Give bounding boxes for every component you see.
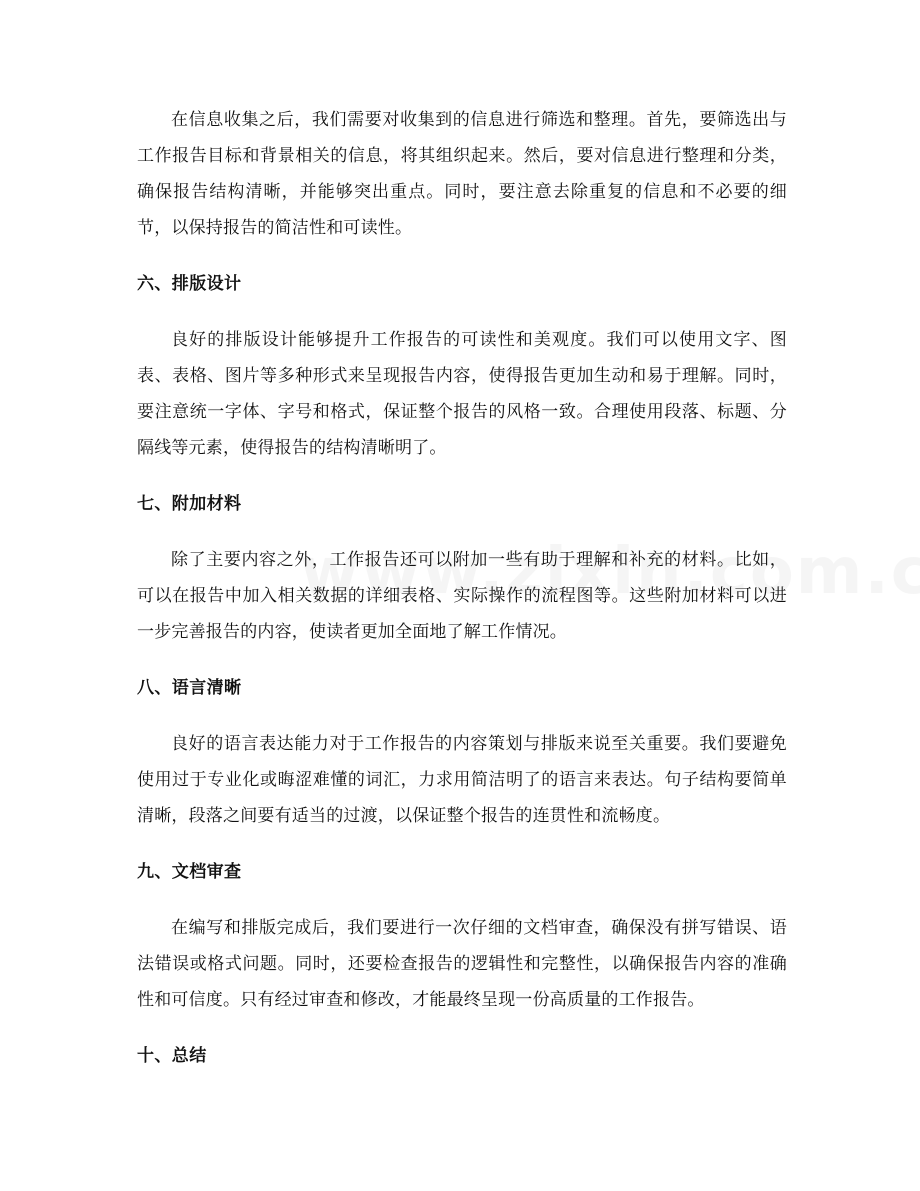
section-heading-clear-language: 八、语言清晰 [137,678,242,698]
section-heading-layout-design: 六、排版设计 [137,274,242,294]
paragraph-additional-materials: 除了主要内容之外，工作报告还可以附加一些有助于理解和补充的材料。比如，可以在报告中加入相关数据的详细表格、实际操作的流程图等。这些附加材料可以进一步完善报告的内容，使读者更加全面地了解工作情况。 [137,550,787,642]
document-body [137,102,787,1094]
paragraph-layout-design: 良好的排版设计能够提升工作报告的可读性和美观度。我们可以使用文字、图表、表格、图片等多种形式来呈现报告内容，使得报告更加生动和易于理解。同时，要注意统一字体、字号和格式，保证整个报告的风格一致。合理使用段落、标题、分隔线等元素，使得报告的结构清晰明了。 [137,330,787,458]
section-heading-additional-materials: 七、附加材料 [137,494,242,514]
section-heading-summary: 十、总结 [137,1046,207,1066]
paragraph-document-review: 在编写和排版完成后，我们要进行一次仔细的文档审查，确保没有拼写错误、语法错误或格式问题。同时，还要检查报告的逻辑性和完整性，以确保报告内容的准确性和可信度。只有经过审查和修改，才能最终呈现一份高质量的工作报告。 [137,918,787,1010]
section-heading-document-review: 九、文档审查 [137,862,242,882]
paragraph-info-filtering: 在信息收集之后，我们需要对收集到的信息进行筛选和整理。首先，要筛选出与工作报告目标和背景相关的信息，将其组织起来。然后，要对信息进行整理和分类，确保报告结构清晰，并能够突出重点。同时，要注意去除重复的信息和不必要的细节，以保持报告的简洁性和可读性。 [137,110,787,238]
paragraph-clear-language: 良好的语言表达能力对于工作报告的内容策划与排版来说至关重要。我们要避免使用过于专业化或晦涩难懂的词汇，力求用简洁明了的语言来表达。句子结构要简单清晰，段落之间要有适当的过渡，以保证整个报告的连贯性和流畅度。 [137,734,787,826]
